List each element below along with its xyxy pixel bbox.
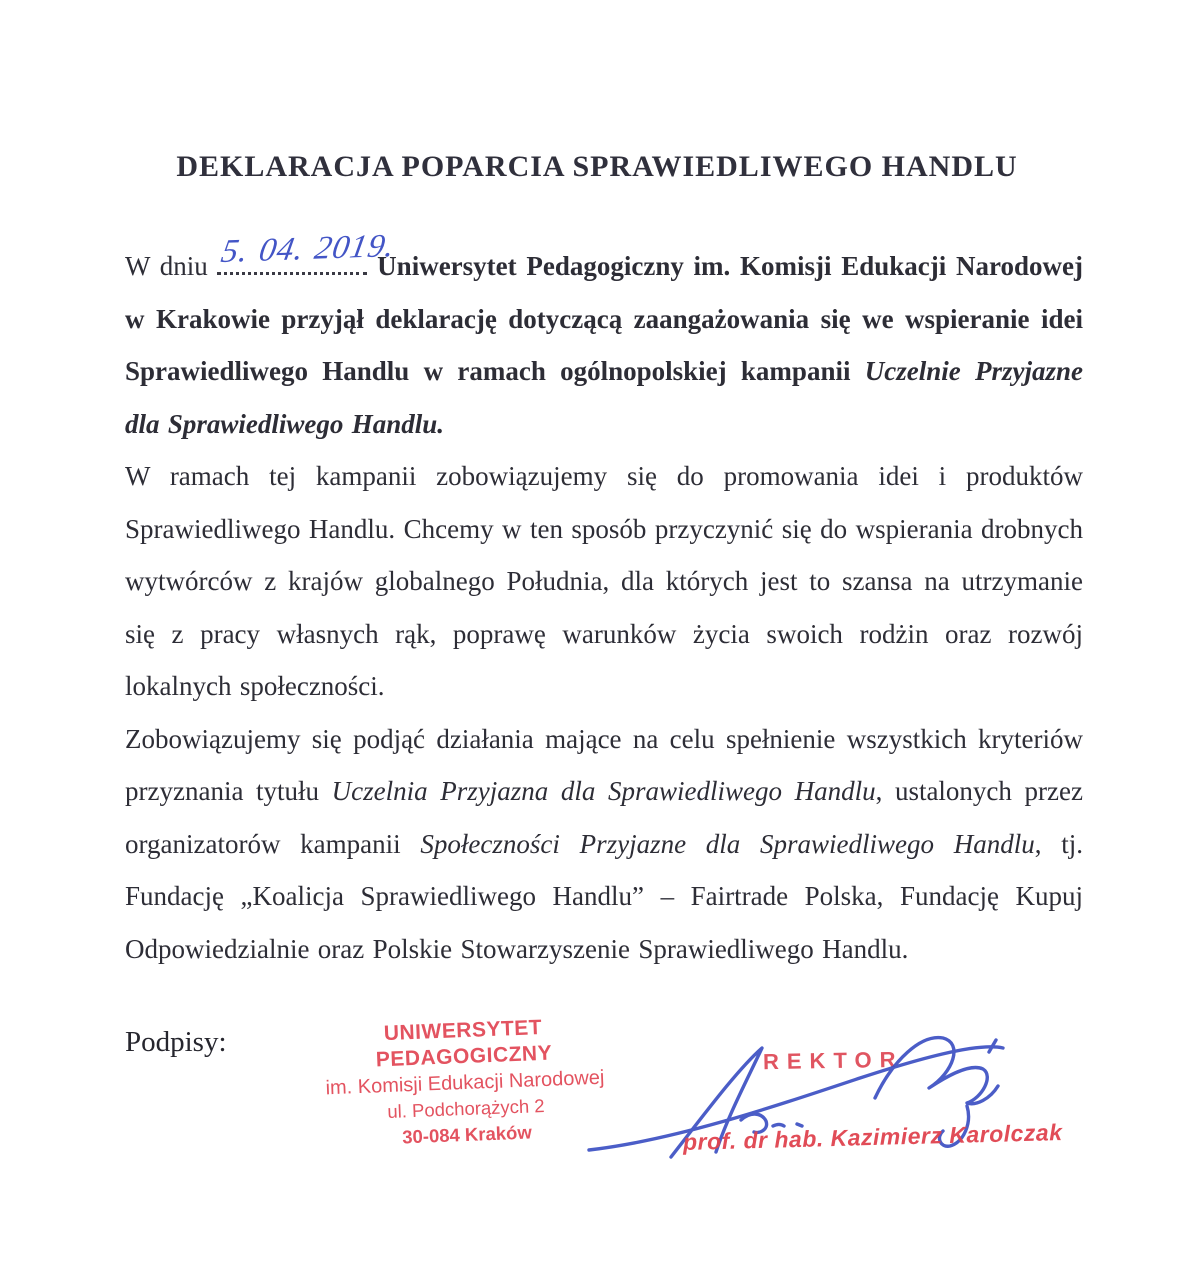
document-body xyxy=(125,227,1083,975)
paragraph3-part1: Zobowiązujemy się podjąć działania mające na celu spełnienie wszystkich kryteriów przyznania tytułu xyxy=(125,723,1083,806)
paragraph3-part3: , tj. Fundację „Koalicja Sprawiedliwego Handlu” – Fairtrade Polska, Fundację Kupuj Odpowiedzialnie oraz Polskie Stowarzyszenie Sprawiedliwego Handlu. xyxy=(125,828,1083,964)
paragraph-commitment: W ramach tej kampanii zobowiązujemy się do promowania idei i produktów Sprawiedliwego Handlu. Chcemy w ten sposób przyczynić się do wspierania drobnych wytwórców z krajów globalnego Południa, dla których jest to szansa na utrzymanie się z pracy własnych rąk, poprawę warunków życia swoich rodżin oraz rozwój lokalnych społeczności. xyxy=(125,461,1083,701)
paragraph1-campaign-name: Uczelnie Przyjazne dla Sprawiedliwego Handlu. xyxy=(125,356,1083,439)
signer-name-stamp: prof. dr hab. Kazimierz Karolczak xyxy=(682,1119,1063,1155)
stamp-street-address: ul. Podchorążych 2 xyxy=(386,1094,545,1122)
document-title: DEKLARACJA POPARCIA SPRAWIEDLIWEGO HANDLU xyxy=(176,150,1018,183)
stamp-postal-city: 30-084 Kraków xyxy=(401,1121,533,1148)
paragraph3-title1: Uczelnia Przyjazna dla Sprawiedliwego Handlu xyxy=(331,776,876,806)
paragraph1-prefix: W dniu xyxy=(125,251,218,281)
paragraph3-title2: Społeczności Przyjazne dla Sprawiedliwego Handlu xyxy=(420,828,1035,859)
stamp-university-name: UNIWERSYTET PEDAGOGICZNY xyxy=(375,1016,553,1072)
rektor-title-stamp: REKTOR xyxy=(762,1046,904,1075)
paragraph-criteria xyxy=(125,713,1083,976)
paragraph3-part2: , ustalonych przez organizatorów kampanii xyxy=(125,776,1083,859)
signatures-label: Podpisy: xyxy=(125,1026,227,1058)
paragraph1-bold-text: Uniwersytet Pedagogiczny im. Komisji Edukacji Narodowej w Krakowie przyjął deklarację dotyczącą zaangażowania się we wspieranie idei Sprawiedliwego Handlu w ramach ogólnopolskiej kampanii xyxy=(125,251,1083,386)
university-address-stamp xyxy=(313,1012,618,1153)
date-dotted-field xyxy=(217,227,399,275)
paragraph-declaration xyxy=(125,227,1083,450)
stamp-university-patron: im. Komisji Edukacji Narodowej xyxy=(325,1066,605,1100)
handwritten-date: 5. 04. 2019. xyxy=(218,227,399,270)
